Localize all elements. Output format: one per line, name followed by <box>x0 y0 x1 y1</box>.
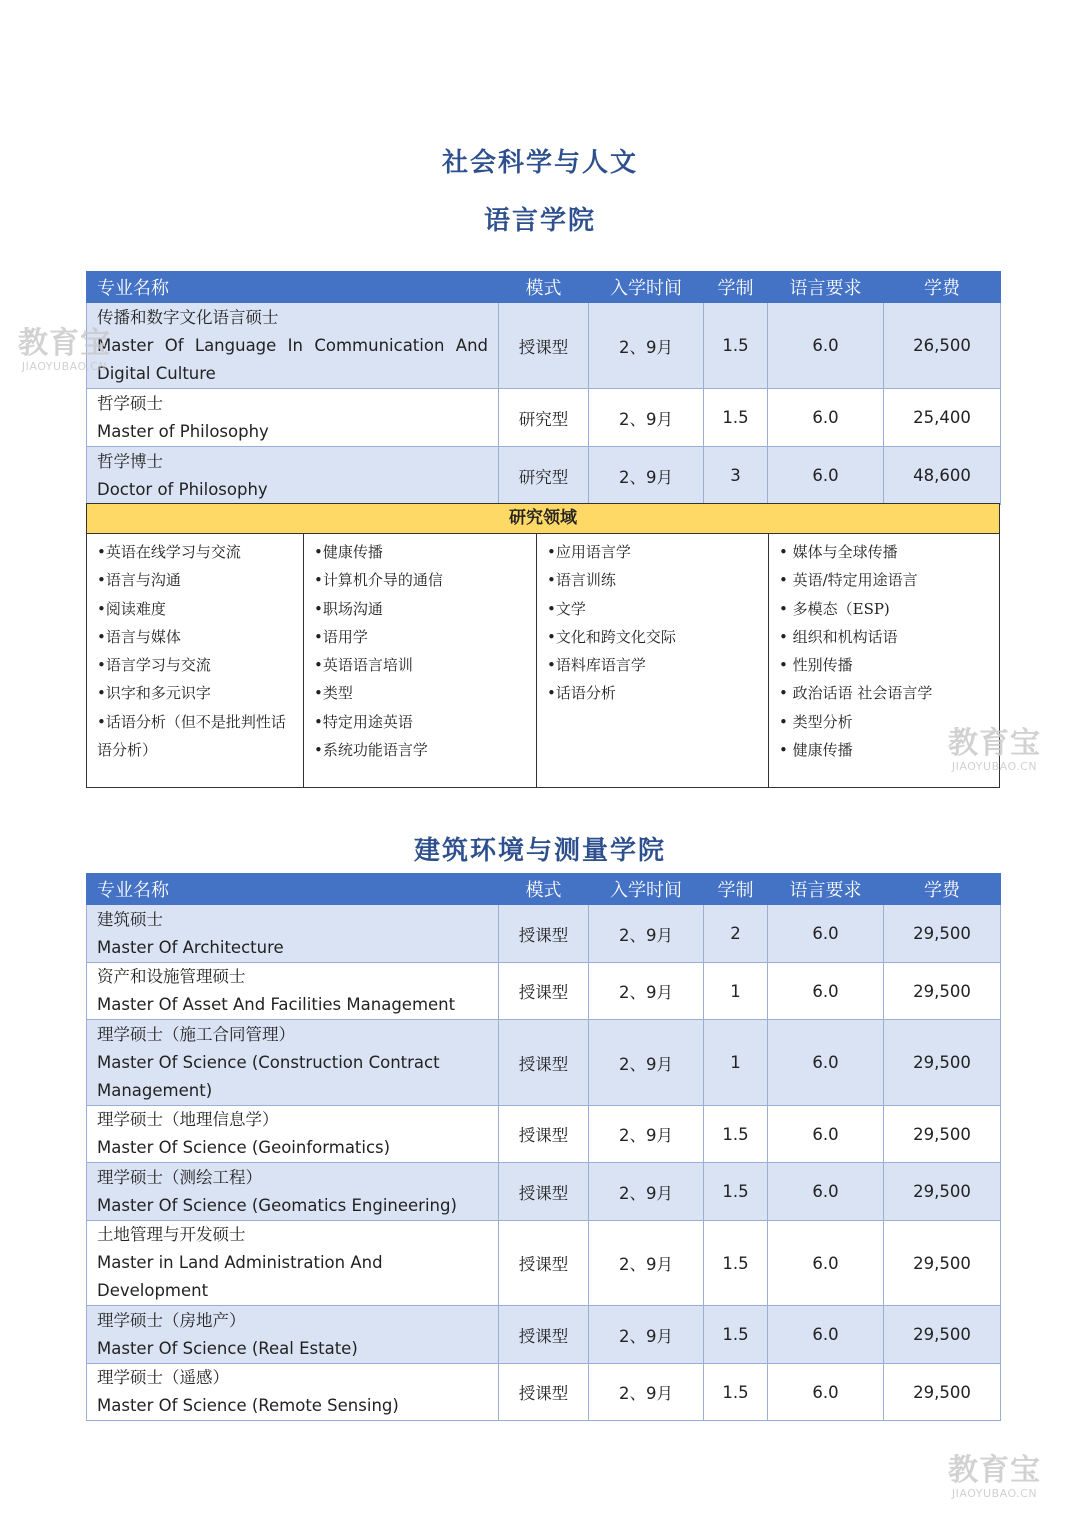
program-name-en: Master Of Science (Geoinformatics) <box>97 1138 391 1157</box>
tuition-cell: 29,500 <box>884 1221 1001 1306</box>
research-item: • 类型分析 <box>779 712 853 731</box>
program-name-cell <box>87 963 499 1020</box>
header-language-requirement: 语言要求 <box>768 874 884 905</box>
language-cell: 6.0 <box>768 1106 884 1163</box>
research-item: •阅读难度 <box>97 599 166 618</box>
header-duration: 学制 <box>704 272 768 303</box>
program-name-cn: 传播和数字文化语言硕士 <box>97 307 279 327</box>
watermark-cn: 教育宝 <box>948 726 1041 761</box>
duration-cell: 3 <box>704 447 768 505</box>
research-column-2 <box>304 534 537 788</box>
program-name-en: Master Of Science (Real Estate) <box>97 1338 358 1358</box>
research-item: •文学 <box>547 599 586 618</box>
program-name-cell <box>87 389 499 447</box>
research-item: • 英语/特定用途语言 <box>779 571 918 590</box>
language-cell: 6.0 <box>768 1306 884 1364</box>
program-name-cell <box>87 1221 499 1306</box>
program-name-cell <box>87 1020 499 1106</box>
program-name-cn: 哲学硕士 <box>97 393 163 413</box>
duration-cell: 1.5 <box>704 1221 768 1306</box>
table-row <box>87 905 1001 963</box>
header-program-name: 专业名称 <box>87 874 499 905</box>
tuition-cell: 29,500 <box>884 1106 1001 1163</box>
watermark-logo <box>948 728 1041 773</box>
tuition-cell: 29,500 <box>884 1364 1001 1421</box>
table-row <box>87 1306 1001 1364</box>
program-name-cn: 理学硕士（测绘工程） <box>97 1167 262 1187</box>
research-item: 语分析） <box>97 741 158 760</box>
program-name-cn: 哲学博士 <box>97 451 163 471</box>
watermark-cn: 教育宝 <box>948 1453 1041 1488</box>
research-column-1 <box>87 534 304 788</box>
table-row <box>87 389 1001 447</box>
research-areas-columns <box>87 534 999 788</box>
watermark-en: JIAOYUBAO.CN <box>951 1487 1038 1500</box>
intake-cell: 2、9月 <box>589 1020 704 1106</box>
research-item: •语料库语言学 <box>547 656 646 675</box>
research-item: •语言与媒体 <box>97 627 181 646</box>
table-row <box>87 303 1001 389</box>
program-name-cell <box>87 1364 499 1421</box>
table-row <box>87 1020 1001 1106</box>
language-cell: 6.0 <box>768 389 884 447</box>
language-programs-table <box>86 271 1001 505</box>
header-tuition: 学费 <box>884 874 1001 905</box>
table-header-row <box>87 874 1001 905</box>
watermark-logo <box>948 1455 1041 1500</box>
language-cell: 6.0 <box>768 1020 884 1106</box>
mode-cell: 研究型 <box>499 389 589 447</box>
program-name-cn: 理学硕士（地理信息学） <box>97 1110 279 1129</box>
watermark-en: JIAOYUBAO.CN <box>951 760 1038 773</box>
duration-cell: 1.5 <box>704 303 768 389</box>
research-item: •话语分析（但不是批判性话 <box>97 712 286 731</box>
research-item: •计算机介导的通信 <box>314 571 443 590</box>
program-name-cn: 资产和设施管理硕士 <box>97 967 246 986</box>
table-row <box>87 1106 1001 1163</box>
duration-cell: 1.5 <box>704 1306 768 1364</box>
program-name-cell <box>87 1306 499 1364</box>
intake-cell: 2、9月 <box>589 1306 704 1364</box>
program-name-en: Master in Land Administration And Development <box>97 1253 383 1300</box>
program-name-en: Master Of Architecture <box>97 937 284 957</box>
program-name-cell <box>87 905 499 963</box>
intake-cell: 2、9月 <box>589 1163 704 1221</box>
table-row <box>87 1163 1001 1221</box>
tuition-cell: 29,500 <box>884 905 1001 963</box>
research-item: •特定用途英语 <box>314 712 413 731</box>
research-item: •语言学习与交流 <box>97 656 211 675</box>
research-areas-title: 研究领域 <box>87 504 999 534</box>
program-name-en: Master of Philosophy <box>97 421 269 441</box>
mode-cell: 授课型 <box>499 905 589 963</box>
program-name-en: Master Of Science (Remote Sensing) <box>97 1396 399 1415</box>
research-item: •类型 <box>314 684 353 703</box>
program-name-cn: 土地管理与开发硕士 <box>97 1225 246 1244</box>
program-name-en: Doctor of Philosophy <box>97 479 268 499</box>
duration-cell: 1.5 <box>704 389 768 447</box>
watermark-en: JIAOYUBAO.CN <box>21 360 108 373</box>
program-name-cn: 建筑硕士 <box>97 909 163 929</box>
program-name-cell <box>87 447 499 505</box>
table-row <box>87 1221 1001 1306</box>
intake-cell: 2、9月 <box>589 1221 704 1306</box>
research-item: •话语分析 <box>547 684 616 703</box>
duration-cell: 1.5 <box>704 1163 768 1221</box>
tuition-cell: 29,500 <box>884 963 1001 1020</box>
school-title-language: 语言学院 <box>483 206 596 236</box>
program-name-en: Master Of Science (Construction Contract Management) <box>97 1052 440 1100</box>
header-tuition: 学费 <box>884 272 1001 303</box>
research-column-3 <box>537 534 769 788</box>
language-cell: 6.0 <box>768 1163 884 1221</box>
school-title-built-environment: 建筑环境与测量学院 <box>413 836 666 866</box>
mode-cell: 授课型 <box>499 1163 589 1221</box>
research-item: •健康传播 <box>314 543 383 561</box>
intake-cell: 2、9月 <box>589 1364 704 1421</box>
research-item: •英语在线学习与交流 <box>97 543 241 561</box>
language-cell: 6.0 <box>768 1364 884 1421</box>
section-title: 社会科学与人文 <box>441 148 638 178</box>
program-name-en: Master Of Language In Communication And Digital Culture <box>97 335 488 383</box>
duration-cell: 1 <box>704 1020 768 1106</box>
research-item: • 媒体与全球传播 <box>779 543 898 561</box>
duration-cell: 2 <box>704 905 768 963</box>
intake-cell: 2、9月 <box>589 389 704 447</box>
program-name-cn: 理学硕士（遥感） <box>97 1368 229 1387</box>
intake-cell: 2、9月 <box>589 963 704 1020</box>
research-item: • 性别传播 <box>779 656 853 675</box>
mode-cell: 授课型 <box>499 1106 589 1163</box>
mode-cell: 授课型 <box>499 303 589 389</box>
research-item: •语言训练 <box>547 571 616 590</box>
research-item: •系统功能语言学 <box>314 741 428 760</box>
program-name-cell <box>87 1106 499 1163</box>
tuition-cell: 29,500 <box>884 1020 1001 1106</box>
duration-cell: 1.5 <box>704 1364 768 1421</box>
header-mode: 模式 <box>499 874 589 905</box>
mode-cell: 授课型 <box>499 1364 589 1421</box>
program-name-en: Master Of Science (Geomatics Engineering) <box>97 1195 457 1215</box>
research-item: •职场沟通 <box>314 599 383 618</box>
header-intake: 入学时间 <box>589 272 704 303</box>
mode-cell: 授课型 <box>499 963 589 1020</box>
program-name-cell <box>87 303 499 389</box>
language-cell: 6.0 <box>768 447 884 505</box>
intake-cell: 2、9月 <box>589 447 704 505</box>
program-name-en: Master Of Asset And Facilities Management <box>97 995 456 1014</box>
table-row <box>87 963 1001 1020</box>
tuition-cell: 29,500 <box>884 1306 1001 1364</box>
header-language-requirement: 语言要求 <box>768 272 884 303</box>
intake-cell: 2、9月 <box>589 905 704 963</box>
header-program-name: 专业名称 <box>87 272 499 303</box>
watermark-logo <box>18 328 111 373</box>
language-cell: 6.0 <box>768 905 884 963</box>
program-name-cn: 理学硕士（施工合同管理） <box>97 1024 295 1044</box>
program-name-cn: 理学硕士（房地产） <box>97 1310 246 1330</box>
built-environment-programs-table <box>86 873 1001 1421</box>
research-item: •应用语言学 <box>547 543 631 561</box>
header-intake: 入学时间 <box>589 874 704 905</box>
research-item: • 组织和机构话语 <box>779 627 898 646</box>
mode-cell: 授课型 <box>499 1020 589 1106</box>
research-item: •语言与沟通 <box>97 571 181 590</box>
language-cell: 6.0 <box>768 1221 884 1306</box>
language-cell: 6.0 <box>768 963 884 1020</box>
header-duration: 学制 <box>704 874 768 905</box>
program-name-cell <box>87 1163 499 1221</box>
table-row <box>87 447 1001 505</box>
mode-cell: 研究型 <box>499 447 589 505</box>
watermark-cn: 教育宝 <box>18 326 111 361</box>
duration-cell: 1 <box>704 963 768 1020</box>
research-item: • 多模态（ESP) <box>779 599 890 618</box>
research-item: •语用学 <box>314 627 368 646</box>
table-header-row <box>87 272 1001 303</box>
research-item: •英语语言培训 <box>314 656 413 675</box>
research-item: •识字和多元识字 <box>97 684 211 703</box>
research-item: • 健康传播 <box>779 741 853 760</box>
research-item: • 政治话语 社会语言学 <box>779 684 933 703</box>
intake-cell: 2、9月 <box>589 303 704 389</box>
tuition-cell: 29,500 <box>884 1163 1001 1221</box>
research-areas-box <box>86 503 1000 788</box>
header-mode: 模式 <box>499 272 589 303</box>
tuition-cell: 26,500 <box>884 303 1001 389</box>
tuition-cell: 48,600 <box>884 447 1001 505</box>
mode-cell: 授课型 <box>499 1306 589 1364</box>
research-item: •文化和跨文化交际 <box>547 627 676 646</box>
language-cell: 6.0 <box>768 303 884 389</box>
tuition-cell: 25,400 <box>884 389 1001 447</box>
intake-cell: 2、9月 <box>589 1106 704 1163</box>
mode-cell: 授课型 <box>499 1221 589 1306</box>
duration-cell: 1.5 <box>704 1106 768 1163</box>
table-row <box>87 1364 1001 1421</box>
